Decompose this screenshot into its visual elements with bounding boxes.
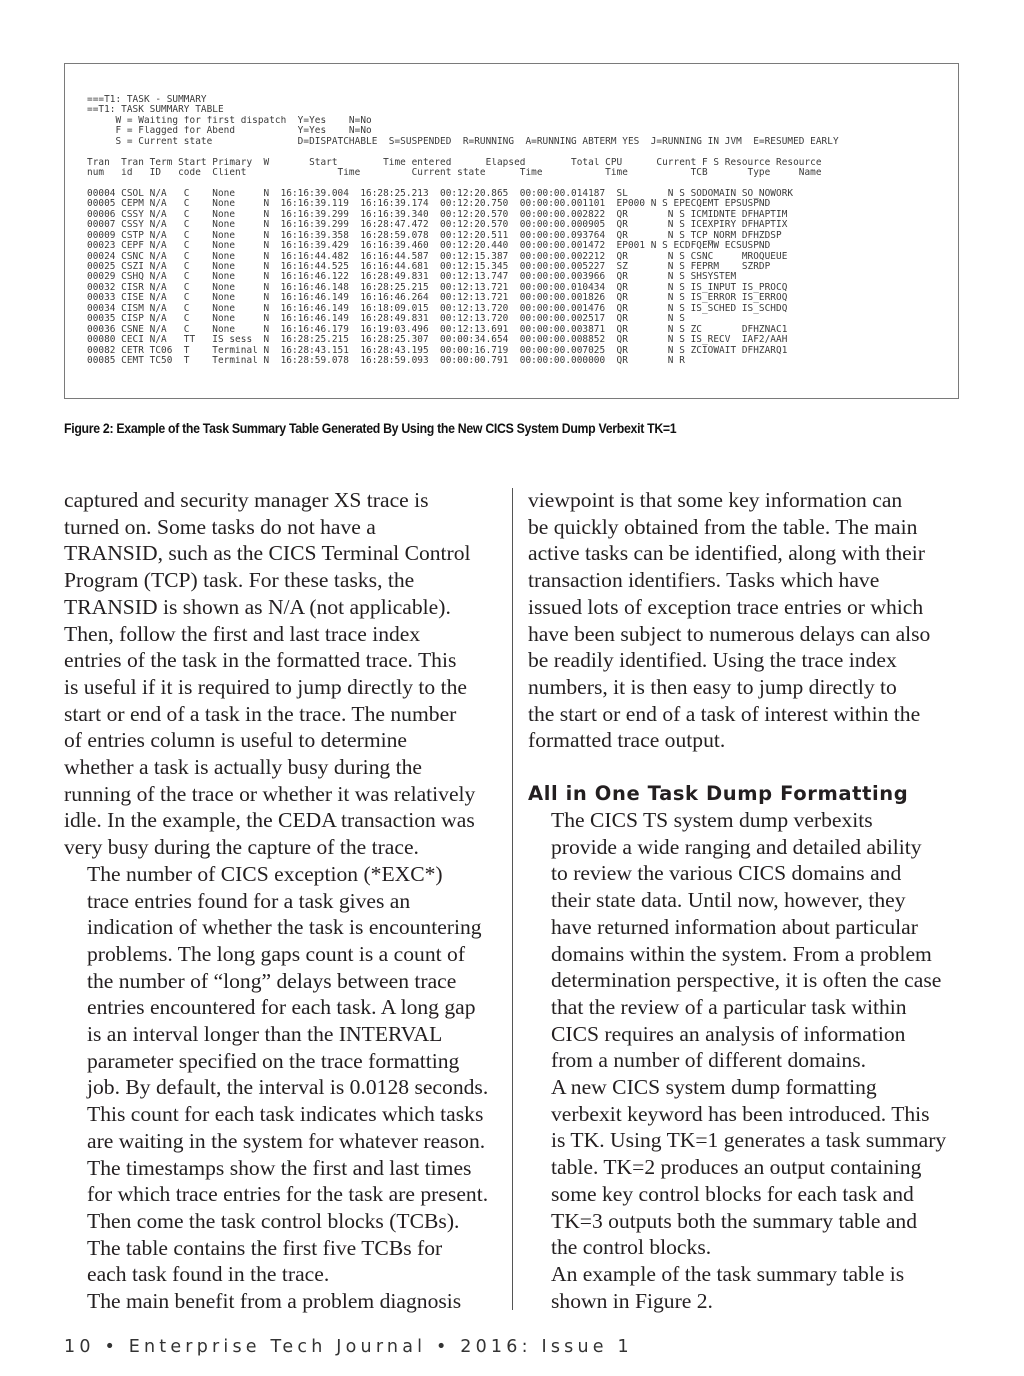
text-line: transaction identifiers. Tasks which have — [528, 568, 880, 593]
screen-line: W = Waiting for first dispatch Y=Yes N=No — [87, 115, 372, 126]
right-text-column — [528, 487, 968, 1314]
text-line: is useful if it is required to jump directly to the — [64, 674, 468, 699]
text-line: be quickly obtained from the table. The main — [528, 514, 918, 539]
figure-caption: Figure 2: Example of the Task Summary Table Generated By Using the New CICS System Dump Verbexit TK=1 — [64, 420, 677, 436]
text-line: entries encountered for each task. A long gap — [87, 995, 476, 1020]
screen-line — [87, 179, 937, 189]
text-line: active tasks can be identified, along with their — [528, 541, 925, 566]
text-line: TRANSID is shown as N/A (not applicable). — [64, 594, 451, 619]
left-text-column — [64, 487, 504, 1315]
text-line: An example of the task summary table is — [551, 1261, 905, 1286]
text-line: issued lots of exception trace entries or which — [528, 594, 924, 619]
screen-line: 00035 CISP N/A C None N 16:16:46.149 16:28:49.831 00:12:13.720 00:00:00.002517 QR N S — [87, 314, 685, 325]
paragraph — [528, 1261, 968, 1314]
text-line: indication of whether the task is encountering — [87, 915, 482, 940]
screen-line: 00036 CSNE N/A C None N 16:16:46.179 16:19:03.496 00:12:13.691 00:00:00.003871 QR N S ZC DFHZNAC1 — [87, 324, 788, 335]
screen-line: 00006 CSSY N/A C None N 16:16:39.299 16:16:39.340 00:12:20.570 00:00:00.002822 QR N S ICMIDNTE DFHAPTIM — [87, 209, 788, 220]
text-line: trace entries found for a task gives an — [87, 888, 411, 913]
screen-line: 00082 CETR TC06 T Terminal N 16:28:43.151 16:28:43.195 00:00:16.719 00:00:00.007025 QR N S ZCIOWAIT DFHZARQ1 — [87, 345, 788, 356]
footer-bullet: • — [435, 1337, 451, 1357]
text-line: formatted trace output. — [528, 728, 726, 753]
text-line: for which trace entries for the task are present. — [87, 1182, 489, 1207]
text-line: problems. The long gaps count is a count of — [87, 941, 466, 966]
text-line: table. TK=2 produces an output containing — [551, 1155, 922, 1180]
paragraph — [528, 487, 968, 754]
text-line: start or end of a task in the trace. The number — [64, 701, 457, 726]
text-line: numbers, it is then easy to jump directly to — [528, 674, 897, 699]
text-line: very busy during the capture of the trace. — [64, 835, 419, 860]
text-line: their state data. Until now, however, they — [551, 888, 906, 913]
text-line: determination perspective, it is often the case — [551, 968, 942, 993]
text-line: A new CICS system dump formatting — [551, 1075, 877, 1100]
text-line: the number of “long” delays between trace — [87, 968, 457, 993]
text-line: TRANSID, such as the CICS Terminal Control — [64, 541, 471, 566]
text-line: whether a task is actually busy during the — [64, 755, 423, 780]
text-line: is an interval longer than the INTERVAL — [87, 1022, 443, 1047]
paragraph — [64, 861, 504, 1155]
screen-line: 00005 CEPM N/A C None N 16:16:39.119 16:16:39.174 00:12:20.750 00:00:00.001101 EP000 N S EPECQEMT EPSUSPND — [87, 199, 771, 210]
paragraph — [64, 1288, 504, 1315]
text-line: The CICS TS system dump verbexits — [551, 808, 873, 833]
text-line: the start or end of a task of interest within the — [528, 701, 921, 726]
screen-line: ===T1: TASK - SUMMARY — [87, 95, 207, 105]
screen-line — [87, 147, 937, 157]
text-line: from a number of different domains. — [551, 1048, 867, 1073]
screen-line: 00007 CSSY N/A C None N 16:16:39.299 16:28:47.472 00:12:20.570 00:00:00.000905 QR N S ICEXPIRY DFHAPTIX — [87, 220, 788, 231]
footer-bullet: • — [104, 1337, 119, 1357]
issue-label: 2016: Issue 1 — [460, 1337, 633, 1357]
screen-line: F = Flagged for Abend Y=Yes N=No — [87, 126, 372, 137]
screen-line: 00032 CISR N/A C None N 16:16:46.148 16:28:25.215 00:12:13.721 00:00:00.010434 QR N S IS_INPUT IS_PROCQ — [87, 282, 788, 293]
figure-2-screenshot — [64, 63, 959, 399]
text-line: domains within the system. From a problem — [551, 941, 932, 966]
text-line: captured and security manager XS trace is — [64, 488, 429, 512]
text-line: job. By default, the interval is 0.0128 seconds. — [87, 1075, 489, 1100]
text-line: The table contains the first five TCBs for — [87, 1235, 443, 1260]
screen-line: 00080 CECI N/A TT IS sess N 16:28:25.215 16:28:25.307 00:00:34.654 00:00:00.008852 QR N S IS_RECV IAF2/AAH — [87, 335, 788, 346]
text-line: The number of CICS exception (*EXC*) — [87, 861, 443, 886]
text-line: Program (TCP) task. For these tasks, the — [64, 568, 415, 593]
screen-line: num id ID code Client Time Current state Time Time TCB Type Name — [87, 168, 822, 179]
text-line: have returned information about particular — [551, 914, 918, 939]
text-line: The timestamps show the first and last times — [87, 1155, 472, 1180]
text-line: some key control blocks for each task and — [551, 1181, 914, 1206]
text-line: the control blocks. — [551, 1235, 712, 1260]
publication-name: Enterprise Tech Journal — [128, 1337, 427, 1357]
screen-line: 00029 CSHQ N/A C None N 16:16:46.122 16:28:49.831 00:12:13.747 00:00:00.003966 QR N S SHSYSTEM — [87, 272, 737, 283]
text-line: The main benefit from a problem diagnosis — [87, 1289, 462, 1314]
screen-line: 00034 CISM N/A C None N 16:16:46.149 16:18:09.015 00:12:13.720 00:00:00.001476 QR N S IS_SCHED IS_SCHDQ — [87, 303, 788, 314]
task-summary-table-terminal-output — [87, 95, 937, 366]
screen-line: S = Current state D=DISPATCHABLE S=SUSPENDED R=RUNNING A=RUNNING ABTERM YES J=RUNNING IN JVM E=RESUMED EARLY — [87, 136, 839, 147]
screen-line: 00025 CSZI N/A C None N 16:16:44.525 16:16:44.681 00:12:15.345 00:00:00.005227 SZ N S FEPRM SZRDP — [87, 262, 771, 272]
paragraph — [528, 1074, 968, 1261]
text-line: This count for each task indicates which tasks — [87, 1102, 484, 1127]
text-line: idle. In the example, the CEDA transaction was — [64, 808, 475, 833]
text-line: of entries column is useful to determine — [64, 728, 408, 753]
text-line: are waiting in the system for whatever reason. — [87, 1128, 486, 1153]
text-line: running of the trace or whether it was relatively — [64, 781, 476, 806]
text-line: Then, follow the first and last trace index — [64, 621, 421, 646]
screen-line: 00023 CEPF N/A C None N 16:16:39.429 16:16:39.460 00:12:20.440 00:00:00.001472 EP001 N S ECDFQEMW ECSUSPND — [87, 241, 771, 252]
text-line: be readily identified. Using the trace index — [528, 648, 897, 673]
text-line: verbexit keyword has been introduced. This — [551, 1101, 930, 1126]
text-line: turned on. Some tasks do not have a — [64, 514, 376, 539]
screen-line: ==T1: TASK SUMMARY TABLE — [87, 105, 224, 116]
screen-line: 00004 CSOL N/A C None N 16:16:39.004 16:28:25.213 00:12:20.865 00:00:00.014187 SL N S SODOMAIN SO_NOWORK — [87, 188, 794, 199]
screen-line: Tran Tran Term Start Primary W Start Time entered Elapsed Total CPU Current F S Resource Resource — [87, 157, 822, 168]
paragraph — [64, 487, 504, 861]
text-line: to review the various CICS domains and — [551, 861, 902, 886]
text-line: is TK. Using TK=1 generates a task summary — [551, 1128, 947, 1153]
text-line: TK=3 outputs both the summary table and — [551, 1208, 918, 1233]
paragraph — [528, 807, 968, 1074]
screen-line: 00009 CSTP N/A C None N 16:16:39.358 16:28:59.078 00:12:20.511 00:00:00.093764 QR N S TCP_NORM DFHZDSP — [87, 230, 782, 241]
section-heading: All in One Task Dump Formatting — [528, 782, 909, 806]
screen-line: 00033 CISE N/A C None N 16:16:46.149 16:16:46.264 00:12:13.721 00:00:00.001826 QR N S IS_ERROR IS_ERROQ — [87, 293, 788, 304]
text-line: viewpoint is that some key information can — [528, 488, 903, 512]
screen-line: 00085 CEMT TC50 T Terminal N 16:28:59.078 16:28:59.093 00:00:00.791 00:00:00.000000 QR N R — [87, 355, 685, 366]
text-line: CICS requires an analysis of information — [551, 1021, 906, 1046]
text-line: parameter specified on the trace formatting — [87, 1048, 460, 1073]
text-line: have been subject to numerous delays can also — [528, 621, 931, 646]
text-line: provide a wide ranging and detailed ability — [551, 834, 922, 859]
text-line: shown in Figure 2. — [551, 1288, 713, 1313]
column-divider — [512, 488, 513, 1310]
text-line: Then come the task control blocks (TCBs). — [87, 1208, 460, 1233]
page-number: 10 — [64, 1337, 95, 1357]
paragraph — [64, 1155, 504, 1289]
screen-line: 00024 CSNC N/A C None N 16:16:44.482 16:16:44.587 00:12:15.387 00:00:00.002212 QR N S CSNC MROQUEUE — [87, 251, 788, 262]
text-line: each task found in the trace. — [87, 1262, 330, 1287]
text-line: entries of the task in the formatted trace. This — [64, 648, 457, 673]
page-footer — [64, 1337, 633, 1357]
text-line: that the review of a particular task within — [551, 994, 907, 1019]
